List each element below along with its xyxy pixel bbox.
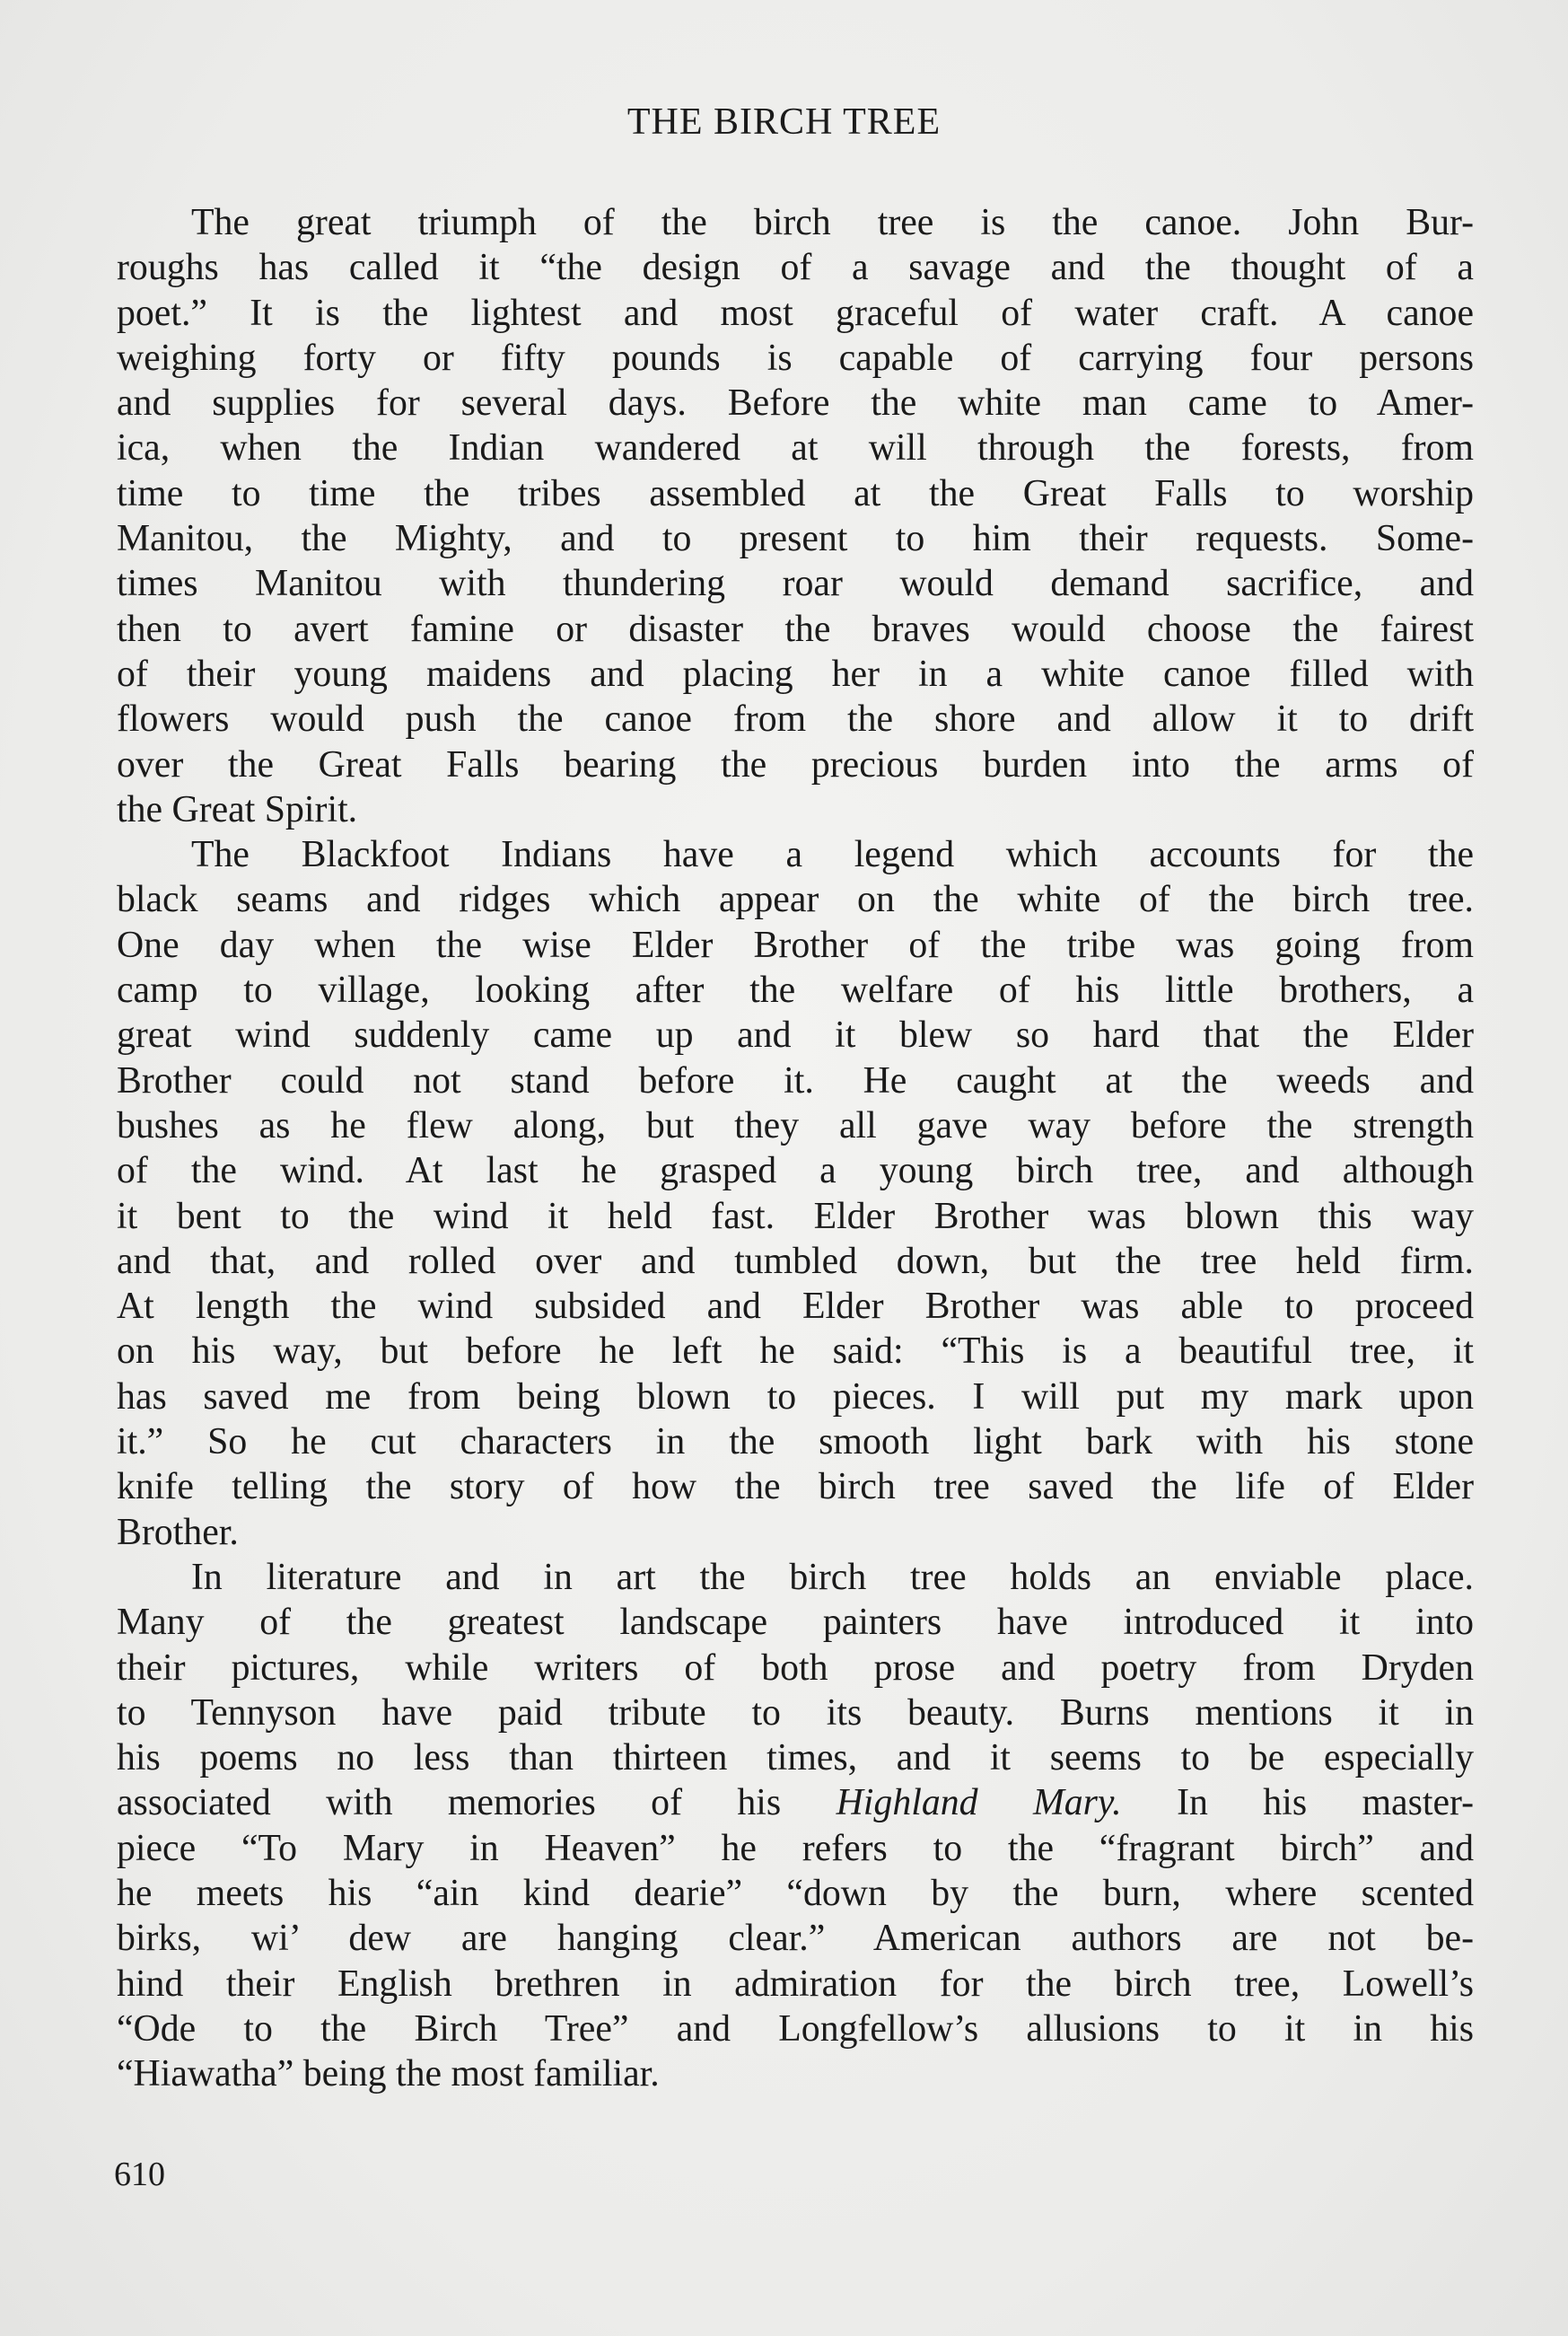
text-line: The Blackfoot Indians have a legend which accounts for the	[191, 834, 1474, 876]
text-line: on his way, but before he left he said: “This is a beautiful tree, it	[117, 1330, 1474, 1373]
text-line: Brother.	[117, 1511, 239, 1553]
text-line: he meets his “ain kind dearie” “down by the burn, where scented	[117, 1872, 1474, 1914]
text-line: time to time the tribes assembled at the Great Falls to worship	[117, 472, 1474, 514]
text-line: poet.” It is the lightest and most graceful of water craft. A canoe	[117, 292, 1474, 334]
text-line: it.” So he cut characters in the smooth light bark with his stone	[117, 1421, 1474, 1463]
text-line: and supplies for several days. Before the white man came to Amer-	[117, 382, 1474, 425]
italic-title-highland-mary: Highland Mary.	[836, 1782, 1122, 1824]
text-line: At length the wind subsided and Elder Brother was able to proceed	[117, 1286, 1474, 1328]
text-line: their pictures, while writers of both prose and poetry from Dryden	[117, 1647, 1474, 1689]
paragraph-literature	[117, 1555, 1474, 2097]
text-line: The great triumph of the birch tree is the canoe. John Bur-	[191, 202, 1474, 243]
text-line: it bent to the wind it held fast. Elder Brother was blown this way	[117, 1195, 1474, 1237]
text-line: over the Great Falls bearing the precious burden into the arms of	[117, 743, 1474, 786]
text-run: associated with memories of his	[117, 1782, 837, 1824]
article-body	[117, 200, 1474, 2096]
text-line: and that, and rolled over and tumbled down, but the tree held firm.	[117, 1240, 1474, 1282]
text-line: “Ode to the Birch Tree” and Longfellow’s allusions to it in his	[117, 2007, 1474, 2050]
text-line: In literature and in art the birch tree holds an enviable place.	[191, 1556, 1474, 1598]
text-line: of the wind. At last he grasped a young birch tree, and although	[117, 1150, 1474, 1192]
text-run: In his master-	[1121, 1782, 1475, 1824]
text-line: then to avert famine or disaster the braves would choose the fairest	[117, 608, 1474, 650]
page-title: THE BIRCH TREE	[626, 101, 942, 143]
text-line: has saved me from being blown to pieces. I will put my mark upon	[117, 1375, 1474, 1418]
text-line: weighing forty or fifty pounds is capable of carrying four persons	[117, 337, 1474, 379]
text-line: of their young maidens and placing her in a white canoe filled with	[117, 653, 1474, 695]
text-line: camp to village, looking after the welfare of his little brothers, a	[117, 970, 1474, 1012]
text-line: bushes as he flew along, but they all gave way before the strength	[117, 1104, 1474, 1146]
text-line: to Tennyson have paid tribute to its beauty. Burns mentions it in	[117, 1691, 1474, 1734]
text-line: Manitou, the Mighty, and to present to him their requests. Some-	[117, 518, 1474, 560]
text-line: birks, wi’ dew are hanging clear.” American authors are not be-	[117, 1918, 1474, 1960]
page-number: 610	[114, 2156, 165, 2193]
text-line: ica, when the Indian wandered at will through the forests, from	[117, 427, 1474, 470]
text-line: knife telling the story of how the birch tree saved the life of Elder	[117, 1466, 1474, 1508]
text-line: his poems no less than thirteen times, and it seems to be especially	[117, 1737, 1474, 1779]
text-line: Many of the greatest landscape painters have introduced it into	[117, 1602, 1474, 1644]
text-line: hind their English brethren in admiration for the birch tree, Lowell’s	[117, 1963, 1474, 2005]
text-line: One day when the wise Elder Brother of the tribe was going from	[117, 924, 1474, 966]
text-line: “Hiawatha” being the most familiar.	[117, 2053, 660, 2095]
text-line: the Great Spirit.	[117, 788, 358, 830]
text-line: roughs has called it “the design of a savage and the thought of a	[117, 247, 1474, 289]
text-line: times Manitou with thundering roar would demand sacrifice, and	[117, 563, 1474, 605]
text-line: black seams and ridges which appear on the white of the birch tree.	[117, 879, 1474, 921]
text-line: piece “To Mary in Heaven” he refers to the “fragrant birch” and	[117, 1827, 1474, 1869]
text-line: Brother could not stand before it. He caught at the weeds and	[117, 1059, 1474, 1102]
text-line: great wind suddenly came up and it blew so hard that the Elder	[117, 1014, 1474, 1057]
text-line: flowers would push the canoe from the shore and allow it to drift	[117, 698, 1474, 741]
paragraph-canoe	[117, 200, 1474, 832]
paragraph-blackfoot-legend	[117, 832, 1474, 1555]
text-line-with-italic	[117, 1780, 1474, 1825]
